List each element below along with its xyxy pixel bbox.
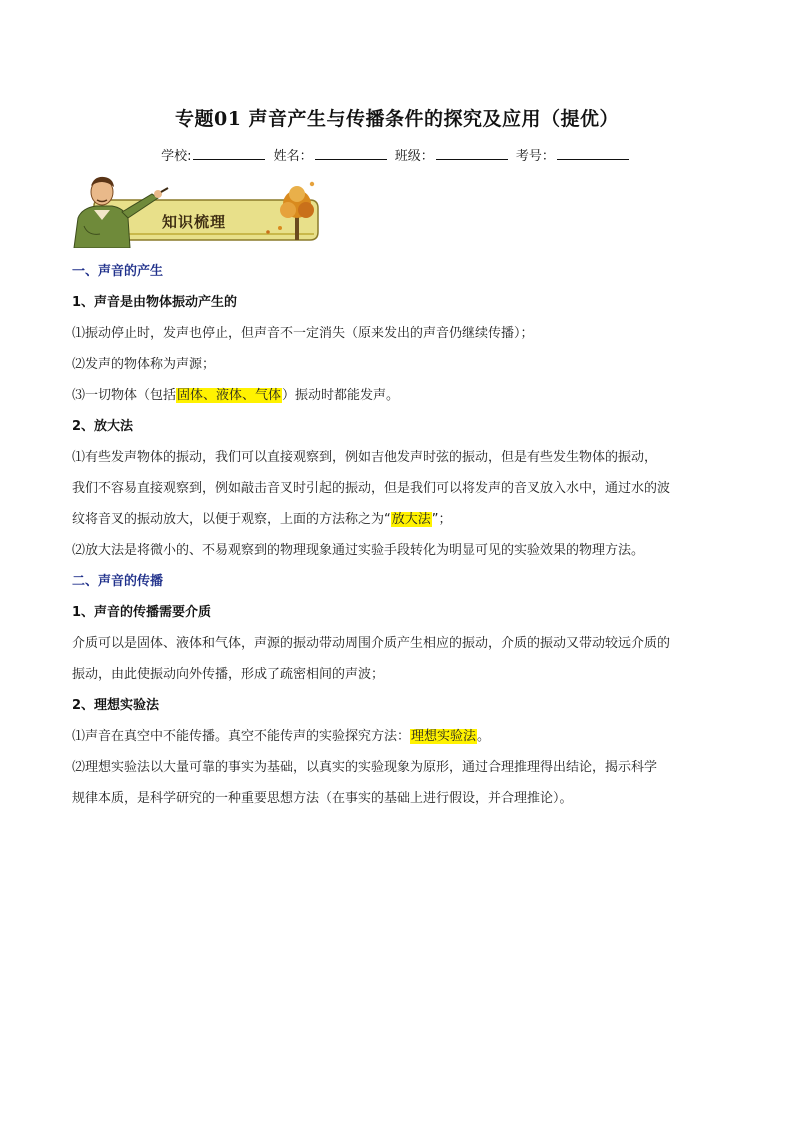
section-heading: 二、声音的传播 xyxy=(72,574,164,589)
highlight-text: 固体、液体、气体 xyxy=(177,388,282,403)
text-span: 。 xyxy=(477,729,491,744)
student-info-line xyxy=(0,145,794,164)
paragraph-line: 规律本质，是科学研究的一种重要思想方法（在事实的基础上进行假设，并合理推论）。 xyxy=(72,791,573,806)
text-span: 纹将音叉的振动放大，以便于观察，上面的方法称之为“ xyxy=(72,512,391,527)
text-span: ⑴声音在真空中不能传播。真空不能传声的实验探究方法： xyxy=(72,729,411,744)
paragraph: ⑵发声的物体称为声源； xyxy=(72,357,216,372)
text-span: ）振动时都能发声。 xyxy=(282,388,400,403)
text-span: ⑶一切物体（包括 xyxy=(72,388,177,403)
paragraph xyxy=(72,380,722,411)
paragraph: ⑵放大法是将微小的、不易观察到的物理现象通过实验手段转化为明显可见的实验效果的物理方法。 xyxy=(72,543,645,558)
subsection-heading: 2、放大法 xyxy=(72,419,134,434)
highlight-text: 放大法 xyxy=(391,512,431,527)
paragraph-line: ⑵理想实验法以大量可靠的事实为基础，以真实的实验现象为原形，通过合理推理得出结论，揭示科学 xyxy=(72,760,658,775)
subsection-heading: 2、理想实验法 xyxy=(72,698,160,713)
content-body xyxy=(72,256,722,814)
document-title: 专题01 声音产生与传播条件的探究及应用（提优） xyxy=(174,108,620,130)
paragraph: ⑴振动停止时，发声也停止，但声音不一定消失（原来发出的声音仍继续传播）； xyxy=(72,326,534,341)
name-blank[interactable] xyxy=(315,147,387,160)
exam-no-blank[interactable] xyxy=(557,147,629,160)
school-label: 学校: xyxy=(161,149,192,164)
highlight-text: 理想实验法 xyxy=(411,729,477,744)
paragraph-line: 我们不容易直接观察到，例如敲击音叉时引起的振动，但是我们可以将发声的音叉放入水中，通过水的波 xyxy=(72,481,671,496)
section-heading: 一、声音的产生 xyxy=(72,264,164,279)
subsection-heading: 1、声音的传播需要介质 xyxy=(72,605,212,620)
subsection-heading: 1、声音是由物体振动产生的 xyxy=(72,295,238,310)
paragraph-line xyxy=(72,504,722,535)
exam-no-label: 考号： xyxy=(515,149,555,164)
paragraph-line: 振动，由此使振动向外传播，形成了疏密相间的声波； xyxy=(72,667,385,682)
text-span: ”； xyxy=(431,512,452,527)
school-blank[interactable] xyxy=(193,147,265,160)
teacher-illustration-icon xyxy=(72,170,334,248)
name-label: 姓名： xyxy=(273,149,313,164)
paragraph-line: ⑴有些发声物体的振动，我们可以直接观察到，例如吉他发声时弦的振动，但是有些发生物体的振动， xyxy=(72,450,658,465)
knowledge-banner xyxy=(72,170,334,248)
banner-label: 知识梳理 xyxy=(162,213,227,231)
class-blank[interactable] xyxy=(436,147,508,160)
paragraph xyxy=(72,721,722,752)
paragraph-line: 介质可以是固体、液体和气体，声源的振动带动周围介质产生相应的振动，介质的振动又带动较远介质的 xyxy=(72,636,671,651)
class-label: 班级： xyxy=(394,149,434,164)
